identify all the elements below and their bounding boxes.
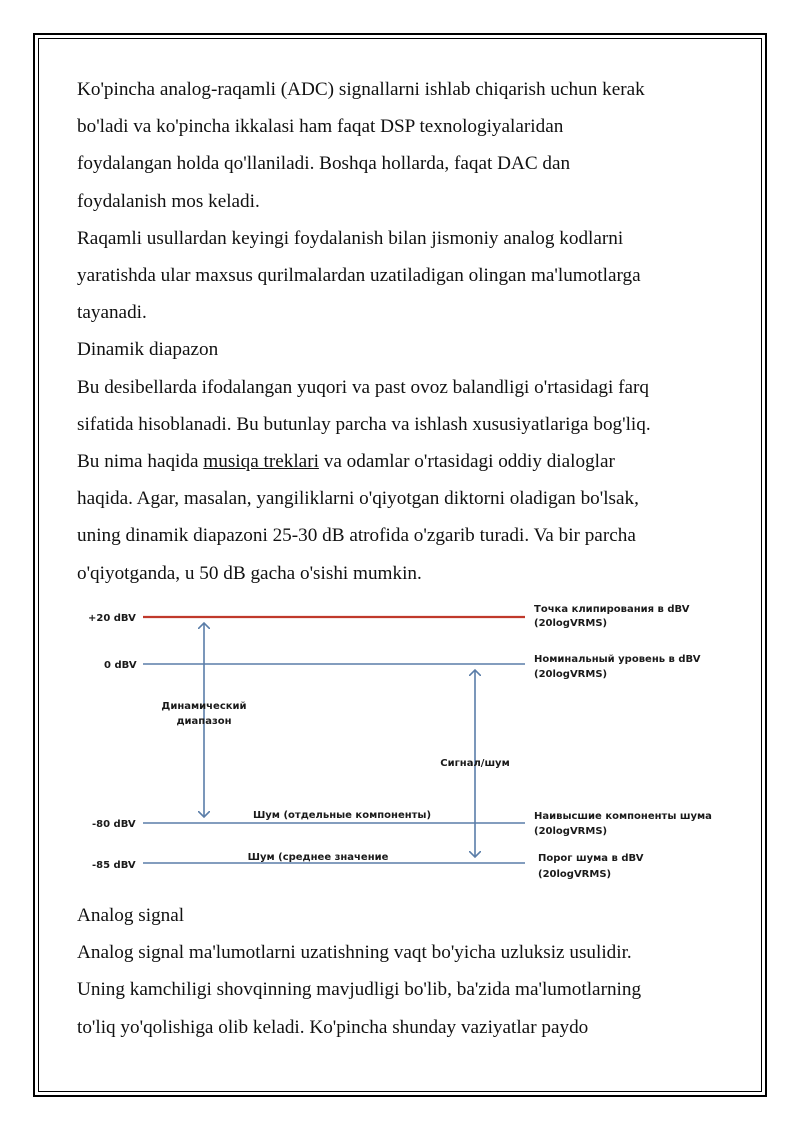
clip-point-label: (20logVRMS) [534, 618, 608, 629]
text-line: Ko'pincha analog-raqamli (ADC) signallarni ishlab chiqarish uchun kerak [77, 79, 645, 100]
section-heading-analog-signal: Analog signal [77, 905, 185, 926]
text-line: to'liq yo'qolishiga olib keladi. Ko'pincha shunday vaziyatlar paydo [77, 1016, 589, 1038]
noise-average-label: Шум (среднее значение [247, 852, 389, 863]
noise-peak-label: Наивысшие компоненты шума [534, 811, 712, 822]
nominal-label: (20logVRMS) [534, 669, 608, 680]
text-line: haqida. Agar, masalan, yangiliklarni o'qiyotgan diktorni oladigan bo'lsak, [77, 488, 639, 510]
text-line: uning dinamik diapazoni 25-30 dB atrofida o'zgarib turadi. Va bir parcha [77, 525, 636, 547]
bottom-text-block [77, 897, 737, 1046]
snr-label: Сигнал/шум [440, 758, 510, 769]
dynamic-range-label: диапазон [176, 716, 232, 727]
text-segment: va odamlar o'rtasidagi oddiy dialoglar [318, 451, 615, 473]
text-line: Bu desibellarda ifodalangan yuqori va past ovoz balandligi o'rtasidagi farq [77, 376, 649, 398]
nominal-level-label: 0 dBV [104, 660, 137, 671]
clip-point-label: Точка клипирования в dBV [534, 604, 690, 615]
text-line: foydalangan holda qo'llaniladi. Boshqa hollarda, faqat DAC dan [77, 153, 571, 175]
text-segment: Bu nima haqida [77, 451, 204, 473]
text-line: tayanadi. [77, 302, 147, 324]
noise-components-label: Шум (отдельные компоненты) [252, 810, 432, 821]
clip-level-label: +20 dBV [88, 613, 136, 624]
text-line: sifatida hisoblanadi. Bu butunlay parcha va ishlash xususiyatlariga bog'liq. [77, 413, 651, 435]
noise-floor-level-label: -85 dBV [92, 860, 136, 871]
noise-floor-label: (20logVRMS) [538, 869, 612, 880]
noise-floor-label: Порог шума в dBV [538, 853, 644, 864]
nominal-label: Номинальный уровень в dBV [534, 654, 701, 665]
text-line: Uning kamchiligi shovqinning mavjudligi bo'lib, ba'zida ma'lumotlarning [77, 979, 642, 1001]
music-tracks-link[interactable]: musiqa treklari [203, 451, 319, 473]
dynamic-range-label: Динамический [161, 701, 247, 712]
text-line: Analog signal ma'lumotlarni uzatishning vaqt bo'yicha uzluksiz usulidir. [77, 942, 632, 964]
text-line: Raqamli usullardan keyingi foydalanish bilan jismoniy analog kodlarni [77, 227, 624, 249]
section-heading-dynamic-range: Dinamik diapazon [77, 339, 219, 361]
text-line: yaratishda ular maxsus qurilmalardan uzatiladigan olingan ma'lumotlarga [77, 265, 641, 287]
noise-peak-level-label: -80 dBV [92, 819, 136, 830]
text-line: o'qiyotganda, u 50 dB gacha o'sishi mumkin. [77, 562, 422, 584]
noise-peak-label: (20logVRMS) [534, 826, 608, 837]
text-line: bo'ladi va ko'pincha ikkalasi ham faqat DSP texnologiyalaridan [77, 116, 564, 138]
text-line: foydalanish mos keladi. [77, 190, 260, 212]
